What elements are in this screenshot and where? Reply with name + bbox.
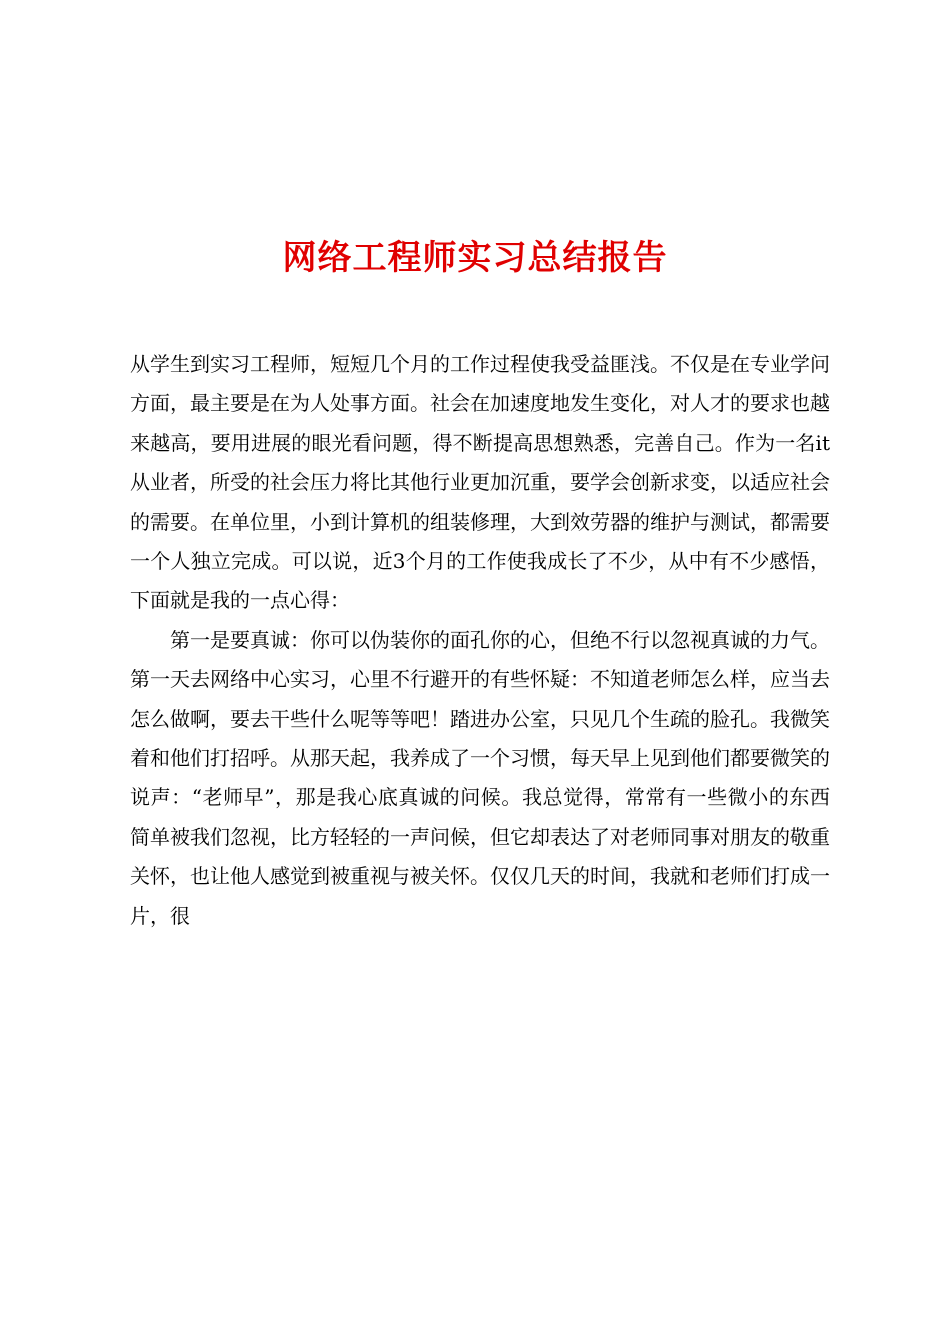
document-body (130, 345, 830, 936)
paragraph-sincerity: 第一是要真诚：你可以伪装你的面孔你的心，但绝不行以忽视真诚的力气。第一天去网络中心实习，心里不行避开的有些怀疑：不知道老师怎么样，应当去怎么做啊，要去干些什么呢等等吧！踏进办公室，只见几个生疏的脸孔。我微笑着和他们打招呼。从那天起，我养成了一个习惯，每天早上见到他们都要微笑的说声：“老师早”，那是我心底真诚的问候。我总觉得，常常有一些微小的东西简单被我们忽视，比方轻轻的一声问候，但它却表达了对老师同事对朋友的敬重关怀，也让他人感觉到被重视与被关怀。仅仅几天的时间，我就和老师们打成一片，很 (130, 627, 830, 928)
document-title: 网络工程师实习总结报告 (282, 237, 668, 278)
paragraph-intro: 从学生到实习工程师，短短几个月的工作过程使我受益匪浅。不仅是在专业学问方面，最主要是在为人处事方面。社会在加速度地发生变化，对人才的要求也越来越高，要用进展的眼光看问题，得不断提高思想熟悉，完善自己。作为一名it从业者，所受的社会压力将比其他行业更加沉重，要学会创新求变，以适应社会的需要。在单位里，小到计算机的组装修理，大到效劳器的维护与测试，都需要一个人独立完成。可以说，近3个月的工作使我成长了不少，从中有不少感悟，下面就是我的一点心得： (130, 352, 830, 613)
